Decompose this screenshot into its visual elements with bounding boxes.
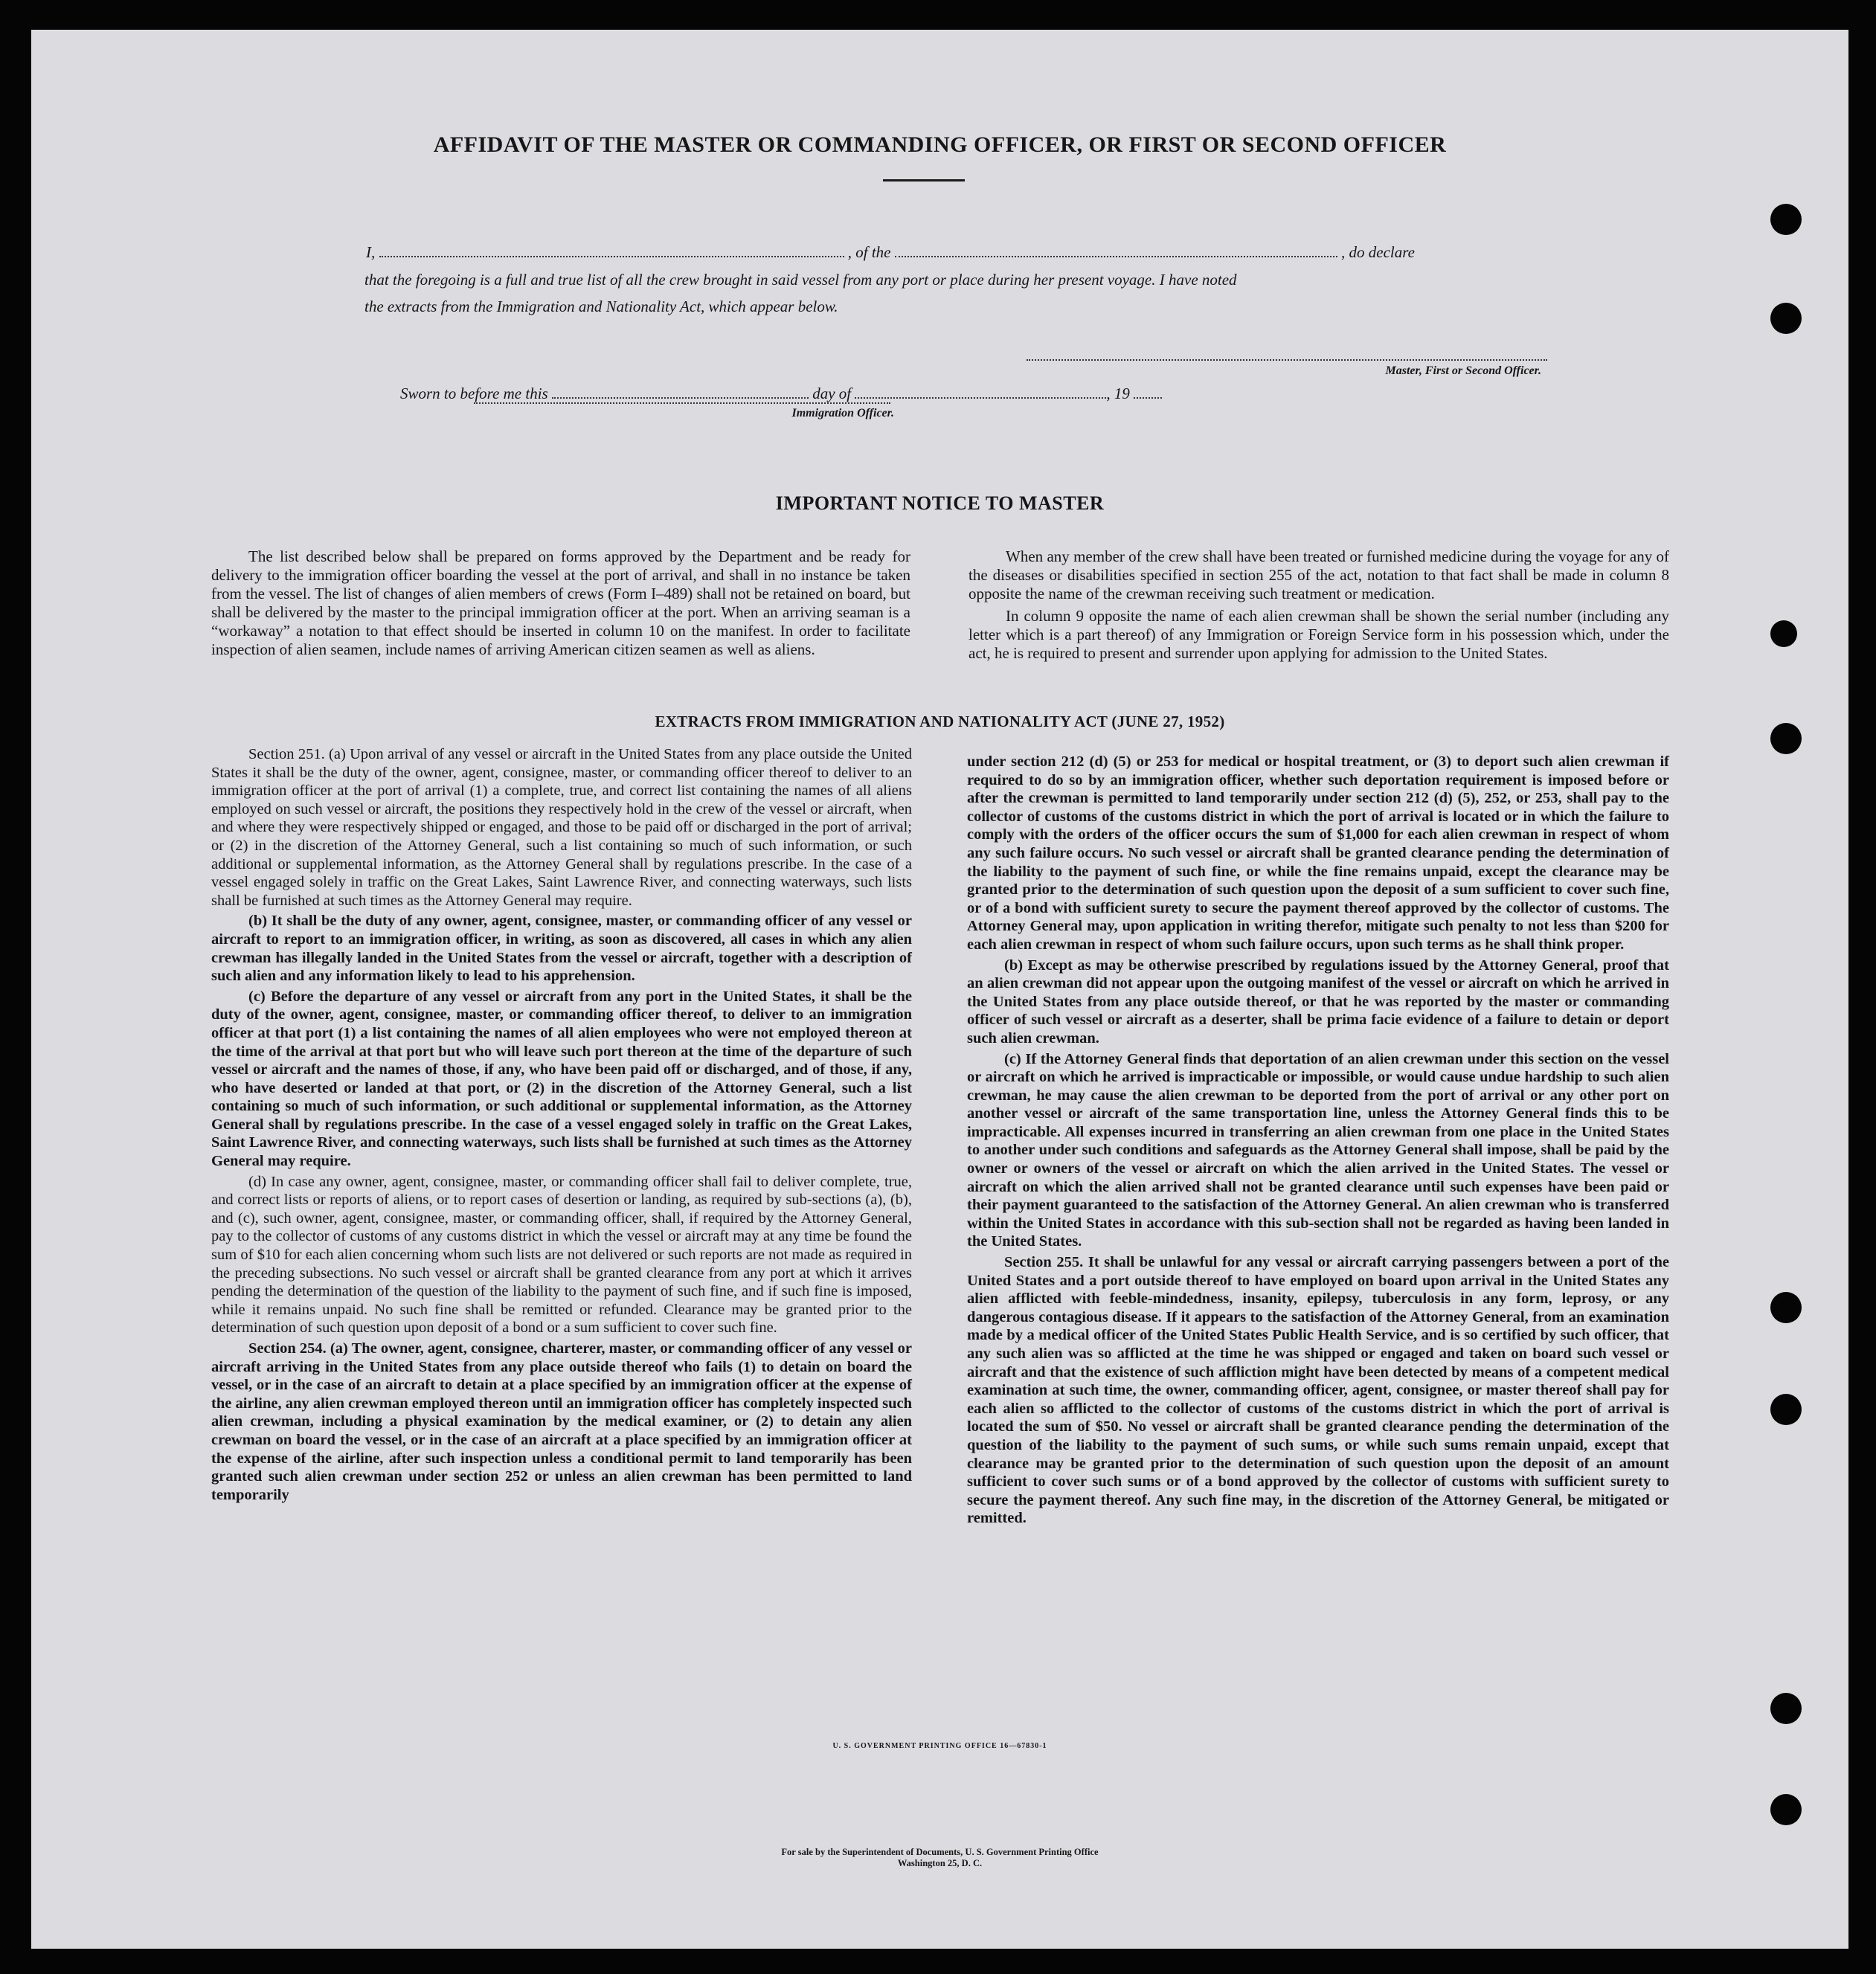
master-signature-line[interactable] [1027,359,1547,361]
declarant-name-field[interactable] [379,254,844,257]
notice-left-column [211,547,910,658]
sworn-year-field[interactable] [1134,396,1162,399]
officer-signature-line[interactable] [474,402,890,404]
affidavit-line-1 [366,243,1556,262]
section-255: Section 255. It shall be unlawful for any vessal or aircraft carrying passengers between a port of the United States and a port outside thereof to have employed on board upon arrival in the United States any alien afflicted with feeble-mindedness, insanity, epilepsy, tuberculosis in any form, leprosy, or any dangerous contagious disease. If it appears to the satisfaction of the Attorney General, from an examination made by a medical officer of the United States Public Health Service, and is so certified by such officer, that any such alien was so afflicted at the time he was shipped or engaged and taken on board such vessel or aircraft and that the existence of such affliction might have been detected by means of a competent medical examination at such time, the owner, commanding officer, agent, consignee, or master thereof shall pay for each alien so afflicted to the collector of customs of the customs district in which the port of arrival is located the sum of $50. No vessel or aircraft shall be granted clearance pending the determination of the question of the liability to the payment of such sums, or while such sums remain unpaid, except that clearance may be granted prior to the determination of such question upon the deposit of an amount sufficient to cover such sums or of a bond approved by the collector of customs with sufficient surety to secure the payment thereof. Any such fine may, in the discretion of the Attorney General, be mitigated or remitted. [967,1254,1669,1527]
punch-hole [1770,303,1802,334]
punch-hole [1770,1693,1802,1724]
declarant-prefix: I, [366,243,376,261]
punch-hole [1770,1292,1802,1323]
sworn-month-field[interactable] [855,396,1106,399]
vessel-name-field[interactable] [895,254,1337,257]
sworn-line [400,385,1162,403]
notice-title: IMPORTANT NOTICE TO MASTER [775,492,1105,514]
punch-hole [1770,204,1802,235]
of-the-label: , of the [847,243,891,261]
master-signature-label: Master, First or Second Officer. [1385,364,1541,377]
section-251-c: (c) Before the departure of any vessel or aircraft from any port in the United States, it shall be the duty of the owner, agent, consignee, master, or commanding officer thereof, to deliver to an immigration officer at that port (1) a list containing the names of all alien employees who were not employed thereon at the time of the arrival at that port but who will leave such port thereon at the time of the departure of such vessel or aircraft and the names of those, if any, who have been paid off or discharged, and of those, if any, who have deserted or landed at that port, or (2) in the discretion of the Attorney General, such a list containing so much of such information, or such additional or supplemental information, as the Attorney General shall by regulations prescribe. In the case of a vessel engaged solely in traffic on the Great Lakes, Saint Lawrence River, and connecting waterways, such lists shall be furnished at such times as the Attorney General may require. [211,988,912,1170]
extracts-right-column [967,753,1669,1530]
notice-right-paragraph-2: In column 9 opposite the name of each alien crewman shall be shown the serial number (including any letter which is a part thereof) of any Immigration or Foreign Service form in his possession which, under the act, he is required to present and surrender upon applying for admission to the United States. [968,606,1669,662]
sworn-day-field[interactable] [552,396,809,399]
section-251-d: (d) In case any owner, agent, consignee, master, or commanding officer shall fail to deliver complete, true, and correct lists or reports of aliens, or to report cases of desertion or landing, as required by sub-sections (a), (b), and (c), such owner, agent, consignee, master, or commanding officer, shall, if required by the Attorney General, pay to the collector of customs of any customs district in which the vessel or aircraft may at any time be found the sum of $10 for each alien concerning whom such lists are not delivered or such reports are not made as required in the preceding subsections. No such vessel or aircraft shall be granted clearance from any port at which it arrives pending the determination of the question of the liability to the payment of such fine, and if such fine is imposed, while it remains unpaid. No such fine shall be remitted or refunded. Clearance may be granted prior to the determination of such question upon deposit of a bond or a sum sufficient to cover such fine. [211,1173,912,1337]
notice-left-paragraph: The list described below shall be prepared on forms approved by the Department and be ready for delivery to the immigration officer boarding the vessel at the port of arrival, and shall in no instance be taken from the vessel. The list of changes of alien members of crews (Form I–489) shall not be retained on board, but shall be delivered by the master to the principal immigration officer at the port. When an arriving seaman is a “workaway” a notation to that effect should be inserted in column 10 on the manifest. In order to facilitate inspection of alien seamen, include names of arriving American citizen seamen as well as aliens. [211,547,910,658]
sworn-label: Sworn to before me this [400,385,548,402]
document-page [31,30,1848,1949]
officer-signature-label: Immigration Officer. [791,407,894,419]
sale-notice-line-1: For sale by the Superintendent of Documents, U. S. Government Printing Office [781,1847,1099,1857]
punch-hole [1770,1394,1802,1425]
punch-hole [1770,1794,1802,1825]
punch-hole [1770,723,1802,754]
notice-right-column [968,547,1669,662]
affidavit-title: AFFIDAVIT OF THE MASTER OR COMMANDING OFFICER, OR FIRST OR SECOND OFFICER [433,132,1447,157]
section-251-a: Section 251. (a) Upon arrival of any vessel or aircraft in the United States from any place outside the United States it shall be the duty of the owner, agent, consignee, master, or commanding officer thereof to deliver to an immigration officer at the port of arrival (1) a complete, true, and correct list containing the names of all aliens employed on such vessel or aircraft, the positions they respectively hold in the crew of the vessel or aircraft, when and where they were respectively shipped or engaged, and those to be paid off or discharged in the port of arrival; or (2) in the discretion of the Attorney General, such a list containing so much of such information, or such additional or supplemental information, as the Attorney General shall by regulations prescribe. In the case of a vessel engaged solely in traffic on the Great Lakes, Saint Lawrence River, and connecting waterways, such lists shall be furnished at such times as the Attorney General may require. [211,746,912,909]
punch-hole [1770,620,1797,647]
notice-right-paragraph-1: When any member of the crew shall have been treated or furnished medicine during the voyage for any of the diseases or disabilities specified in section 255 of the act, notation to that fact shall be made in column 8 opposite the name of the crewman receiving such treatment or medication. [968,547,1669,602]
section-254-b: (b) Except as may be otherwise prescribed by regulations issued by the Attorney General, proof that an alien crewman did not appear upon the outgoing manifest of the vessel or aircraft on which he arrived in the United States from any place outside thereof, or that he was reported by the master or commanding officer of such vessel or aircraft as a deserter, shall be prima facie evidence of a failure to detain or deport such alien crewman. [967,957,1669,1047]
extracts-left-column [211,745,912,1506]
section-254-a-continued: under section 212 (d) (5) or 253 for medical or hospital treatment, or (3) to deport such alien crewman if required to do so by an immigration officer, whether such deportation requirement is imposed before or after the crewman is permitted to land temporarily under section 212 (d) (5), 252, or 253, shall pay to the collector of customs of the customs district in which the port of arrival is located or in which the failure to comply with the orders of the officer occurs the sum of $1,000 for each alien crewman in respect of whom any such failure occurs. No such vessel or aircraft shall be granted clearance pending the determination of the liability to the payment of such fine, or while the fine remains unpaid, except the clearance may be granted prior to the determination of such question upon the deposit of a sum sufficient to cover such fine, or of a bond with sufficient surety to secure the payment thereof approved by the collector of customs. The Attorney General may, upon application in writing therefor, mitigate such penalty to not less than $200 for each alien crewman in respect of whom such failure occurs, upon such terms as he shall think proper. [967,753,1669,953]
extracts-title: EXTRACTS FROM IMMIGRATION AND NATIONALITY ACT (JUNE 27, 1952) [655,713,1225,730]
title-rule [883,179,965,181]
day-of-label: day of [812,385,852,402]
section-254-a: Section 254. (a) The owner, agent, consignee, charterer, master, or commanding officer of any vessel or aircraft arriving in the United States from any place outside thereof who fails (1) to detain on board the vessel, or in the case of an aircraft to detain at a place specified by an immigration officer at the expense of the airline, any alien crewman employed thereon until an immigration officer has completely inspected such alien crewman, including a physical examination by the medical examiner, or (2) to detain any alien crewman on board the vessel, or in the case of an aircraft at a place specified by an immigration officer at the expense of the airline, after such inspection unless a conditional permit to land temporarily has been granted such alien crewman under section 252 or unless an alien crewman has been permitted to land temporarily [211,1340,912,1503]
section-251-b: (b) It shall be the duty of any owner, agent, consignee, master, or commanding officer of any vessel or aircraft to report to an immigration officer, in writing, as soon as discovered, all cases in which any alien crewman has illegally landed in the United States from the vessel or aircraft, together with a description of such alien and any information likely to lead to his apprehension. [211,913,912,985]
year-prefix-label: , 19 [1106,385,1130,402]
affidavit-line-2: that the foregoing is a full and true list of all the crew brought in said vessel from any port or place during her present voyage. I have noted [364,271,1237,289]
affidavit-line-3: the extracts from the Immigration and Nationality Act, which appear below. [364,298,838,315]
printing-office-line: U. S. GOVERNMENT PRINTING OFFICE 16—67830-1 [832,1742,1047,1750]
section-254-c: (c) If the Attorney General finds that deportation of an alien crewman under this section on the vessel or aircraft on which he arrived is impracticable or impossible, or would cause undue hardship to such alien crewman, he may cause the alien crewman to be deported from the port of arrival or any other port on another vessel or aircraft of the same transportation line, unless the Attorney General finds this to be impracticable. All expenses incurred in transferring an alien crewman from one place in the United States to another under such conditions and safeguards as the Attorney General shall impose, shall be paid by the owner or owners of the vessel or aircraft on which the alien arrived in the United States. The vessel or aircraft on which the alien arrived shall not be granted clearance until such expenses have been paid or their payment guaranteed to the satisfaction of the Attorney General. An alien crewman who is transferred within the United States in accordance with this sub-section shall not be regarded as having been landed in the United States. [967,1050,1669,1250]
do-declare-label: , do declare [1341,243,1415,261]
sale-notice [31,1847,1848,1869]
sale-notice-line-2: Washington 25, D. C. [897,1858,983,1868]
